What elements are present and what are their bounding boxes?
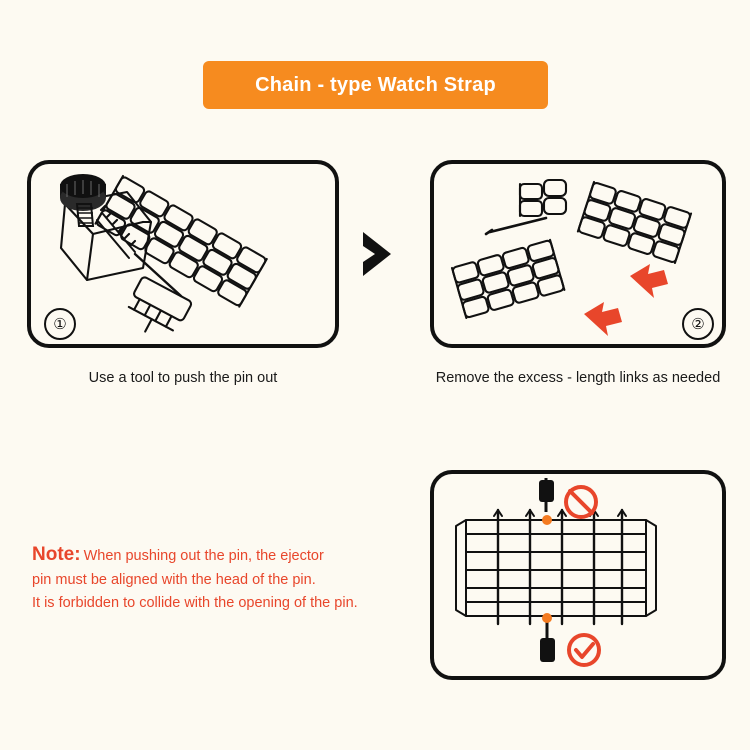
page-title: Chain - type Watch Strap (255, 73, 496, 96)
pin-alignment-detail-panel (430, 470, 726, 680)
step-1-caption: Use a tool to push the pin out (88, 370, 278, 386)
step-1-drawing (31, 164, 335, 344)
title-banner (203, 61, 548, 109)
correct-ejector-pin (540, 613, 555, 662)
note-line-3: It is forbidden to collide with the opening of the pin. (32, 594, 358, 611)
step-2-badge: ② (682, 308, 714, 340)
note-label: Note: (32, 544, 81, 565)
note-line-1: When pushing out the pin, the ejector (83, 548, 324, 564)
prohibited-icon (566, 487, 596, 517)
note-block (32, 540, 412, 614)
incorrect-ejector-pin (539, 478, 554, 525)
note-line-2: pin must be aligned with the head of the pin. (32, 572, 316, 589)
step-2-caption: Remove the excess - length links as needed (435, 370, 721, 386)
step-2-drawing (434, 164, 722, 344)
pin-alignment-drawing (434, 474, 722, 676)
chevron-right-icon (355, 226, 411, 282)
check-circle-icon (569, 635, 599, 665)
direction-arrows (584, 264, 668, 336)
step-1-badge: ① (44, 308, 76, 340)
note-first-line (32, 540, 412, 569)
